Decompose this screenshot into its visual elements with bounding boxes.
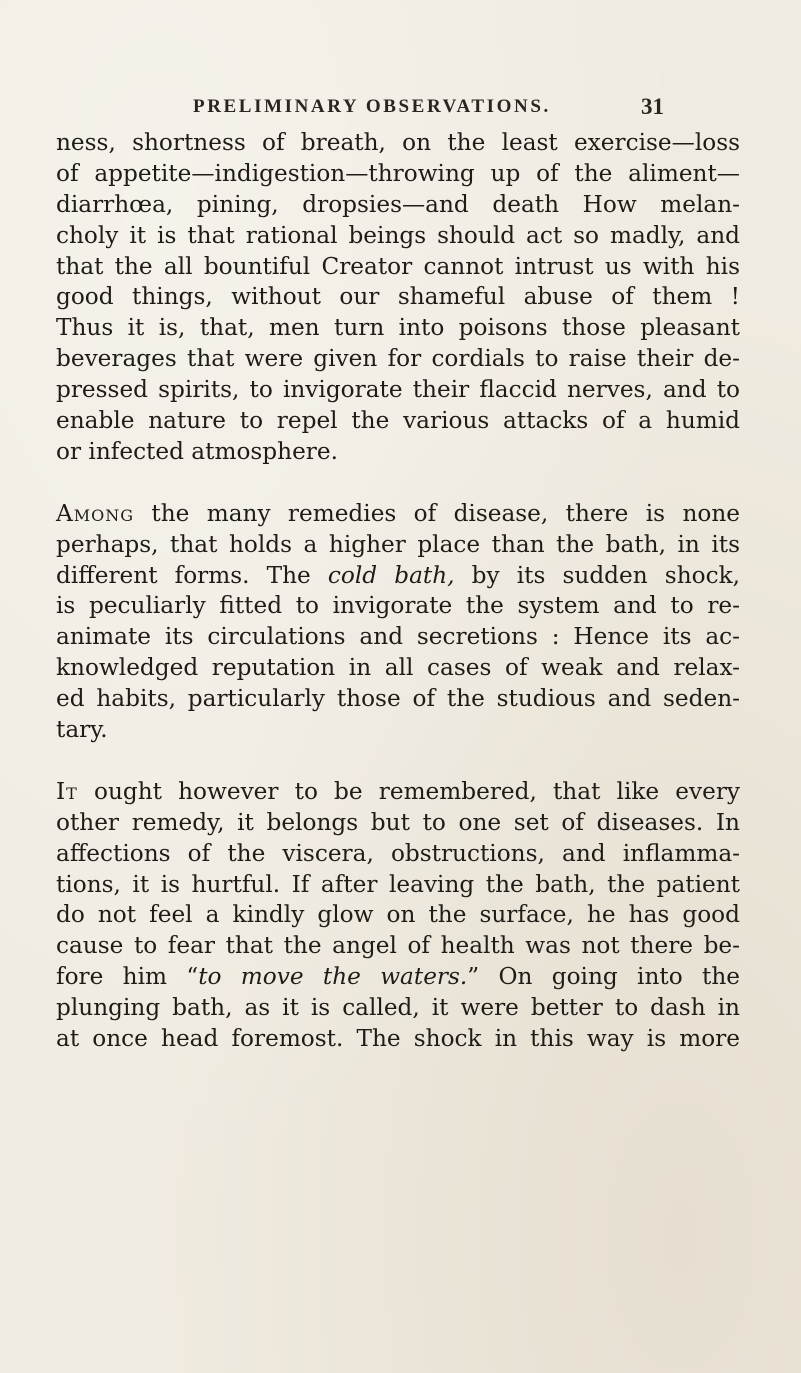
text-run: ” On going into the — [467, 963, 740, 991]
text-line: pressed spirits, to invigorate their flaccid nerves, and to — [56, 376, 740, 404]
text-line: is peculiarly fitted to invigorate the system and to re- — [56, 592, 740, 620]
text-line: diarrhœa, pining, dropsies—and death How melan- — [56, 190, 740, 218]
text-run: the many remedies of disease, there is none — [134, 499, 740, 527]
text-run: fore him “ — [56, 963, 199, 991]
paragraph-gap — [56, 746, 740, 777]
paragraph-1 — [56, 128, 740, 468]
text-line: choly it is that rational beings should act so madly, and — [56, 221, 740, 249]
text-run: by its sudden shock, — [454, 561, 740, 589]
running-head: PRELIMINARY OBSERVATIONS. — [193, 96, 551, 117]
page-header — [0, 96, 801, 126]
text-line — [56, 499, 740, 530]
text-line: tary. — [56, 716, 108, 744]
text-line: enable nature to repel the various attacks of a humid — [56, 407, 740, 435]
body-text — [56, 128, 740, 1055]
text-line — [56, 962, 740, 993]
text-run: different forms. The — [56, 561, 328, 589]
italic-phrase: to move the waters. — [198, 963, 468, 991]
text-line: other remedy, it belongs but to one set of diseases. In — [56, 808, 740, 836]
italic-phrase: cold bath, — [327, 561, 455, 589]
text-line: at once head foremost. The shock in this way is more — [56, 1025, 740, 1053]
text-line: plunging bath, as it is called, it were better to dash in — [56, 994, 740, 1022]
text-line: cause to fear that the angel of health was not there be- — [56, 932, 740, 960]
text-line: affections of the viscera, obstructions, and inflamma- — [56, 839, 740, 867]
text-line — [56, 777, 740, 808]
text-line: good things, without our shameful abuse of them ! — [56, 283, 740, 311]
text-run: ought however to be remembered, that like every — [77, 777, 740, 805]
text-line: perhaps, that holds a higher place than the bath, in its — [56, 530, 740, 558]
text-line: ed habits, particularly those of the studious and seden- — [56, 685, 740, 713]
paragraph-lead-word: It — [56, 777, 78, 805]
text-line: animate its circulations and secretions : Hence its ac- — [56, 623, 740, 651]
paragraph-3 — [56, 777, 740, 1055]
text-line: or infected atmosphere. — [56, 437, 338, 465]
text-line: ness, shortness of breath, on the least exercise—loss — [56, 129, 740, 156]
text-line: tions, it is hurtful. If after leaving the bath, the patient — [56, 870, 740, 898]
paragraph-gap — [56, 468, 740, 499]
paragraph-2 — [56, 499, 740, 746]
paragraph-lead-word: Among — [56, 499, 135, 527]
text-line: do not feel a kindly glow on the surface, he has good — [56, 901, 740, 929]
text-line — [56, 561, 740, 592]
page-number: 31 — [641, 94, 664, 119]
text-line: that the all bountiful Creator cannot intrust us with his — [56, 252, 740, 280]
text-line: beverages that were given for cordials to raise their de- — [56, 345, 740, 373]
text-line: Thus it is, that, men turn into poisons those pleasant — [56, 314, 740, 342]
text-line: of appetite—indigestion—throwing up of the aliment— — [56, 159, 740, 187]
text-line: knowledged reputation in all cases of weak and relax- — [56, 654, 740, 682]
